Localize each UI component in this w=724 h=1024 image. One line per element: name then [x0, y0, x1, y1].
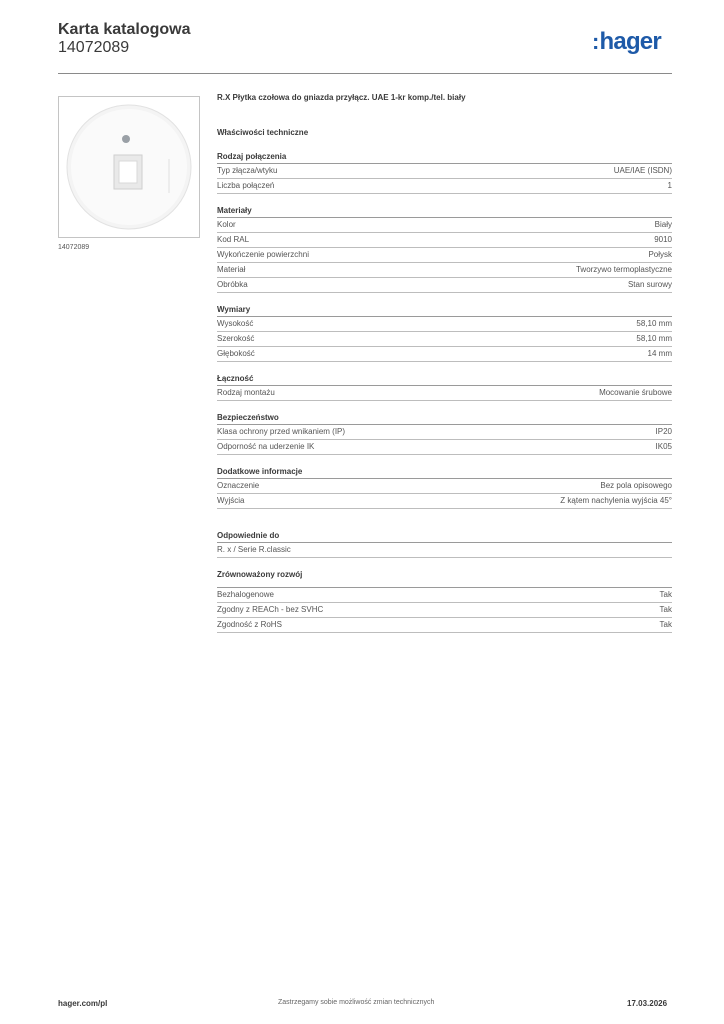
technical-properties-title: Właściwości techniczne: [217, 128, 309, 137]
property-value: Połysk: [648, 250, 672, 259]
property-group: [217, 373, 672, 401]
property-label: Kolor: [217, 220, 236, 229]
property-value: Biały: [654, 220, 672, 229]
property-label: Obróbka: [217, 280, 248, 289]
property-label: Odporność na uderzenie IK: [217, 442, 315, 451]
property-row: [217, 263, 672, 278]
footer-date: 17.03.2026: [627, 999, 668, 1008]
property-label: Wykończenie powierzchni: [217, 250, 309, 259]
face-plate-illustration: [59, 97, 199, 237]
property-value: 9010: [654, 235, 672, 244]
property-label: Oznaczenie: [217, 481, 260, 490]
property-value: Stan surowy: [627, 280, 672, 289]
suitable-for-group: [217, 530, 672, 558]
property-value: 1: [667, 181, 672, 190]
product-name: R.X Płytka czołowa do gniazda przyłącz. UAE 1-kr komp./tel. biały: [217, 93, 466, 102]
footer-website: hager.com/pl: [58, 999, 108, 1008]
group-title: Odpowiednie do: [217, 530, 672, 543]
property-value: IK05: [655, 442, 672, 451]
property-row: [217, 278, 672, 293]
property-label: Liczba połączeń: [217, 181, 275, 190]
property-group: [217, 466, 672, 509]
property-row: [217, 164, 672, 179]
property-label: Klasa ochrony przed wnikaniem (IP): [217, 427, 346, 436]
property-value: Bez pola opisowego: [600, 481, 672, 490]
property-value: 58,10 mm: [636, 319, 672, 328]
property-value: 58,10 mm: [636, 334, 672, 343]
footer-notice: Zastrzegamy sobie możliwość zmian technicznych: [278, 999, 435, 1006]
specification: [217, 92, 672, 633]
property-label: Głębokość: [217, 349, 255, 358]
group-title: Dodatkowe informacje: [217, 466, 672, 479]
property-row: [217, 248, 672, 263]
property-label: Typ złącza/wtyku: [217, 166, 278, 175]
property-row: [217, 317, 672, 332]
property-value: Tworzywo termoplastyczne: [575, 265, 672, 274]
document-title: Karta katalogowa: [58, 21, 191, 38]
property-value: IP20: [655, 427, 672, 436]
property-label: Wyjścia: [217, 496, 245, 505]
property-row: [217, 618, 672, 633]
property-label: Zgodność z RoHS: [217, 620, 282, 629]
property-value: Tak: [659, 590, 672, 599]
property-row: [217, 603, 672, 618]
property-value: Z kątem nachylenia wyjścia 45°: [560, 496, 672, 505]
property-label: Kod RAL: [217, 235, 250, 244]
property-label: R. x / Serie R.classic: [217, 545, 291, 554]
sustainability-rows: [217, 587, 672, 633]
property-label: Rodzaj montażu: [217, 388, 275, 397]
property-group: [217, 412, 672, 455]
property-label: Wysokość: [217, 319, 254, 328]
property-row: [217, 347, 672, 362]
group-title: Bezpieczeństwo: [217, 412, 672, 425]
property-row: [217, 543, 672, 558]
group-title: Łączność: [217, 373, 672, 386]
property-row: [217, 179, 672, 194]
property-value: 14 mm: [647, 349, 672, 358]
property-label: Materiał: [217, 265, 246, 274]
property-value: Tak: [659, 605, 672, 614]
property-row: [217, 386, 672, 401]
property-group: [217, 151, 672, 194]
property-label: Szerokość: [217, 334, 255, 343]
group-title: Materiały: [217, 205, 672, 218]
property-value: Tak: [659, 620, 672, 629]
product-image-caption: 14072089: [58, 244, 90, 251]
property-label: Zgodny z REACh - bez SVHC: [217, 605, 324, 614]
group-title: Rodzaj połączenia: [217, 151, 672, 164]
property-value: UAE/IAE (ISDN): [613, 166, 672, 175]
product-image: [58, 96, 200, 238]
property-row: [217, 479, 672, 494]
hager-logo: :hager: [592, 28, 661, 55]
logo-text: hager: [599, 28, 661, 55]
property-row: [217, 587, 672, 603]
property-groups: [217, 151, 672, 509]
property-row: [217, 218, 672, 233]
sustainability-title: Zrównoważony rozwój: [217, 570, 303, 579]
property-row: [217, 425, 672, 440]
property-row: [217, 332, 672, 347]
property-row: [217, 440, 672, 455]
property-group: [217, 205, 672, 293]
property-row: [217, 233, 672, 248]
property-label: Bezhalogenowe: [217, 590, 274, 599]
property-row: [217, 494, 672, 509]
catalog-number: 14072089: [58, 39, 130, 56]
property-value: Mocowanie śrubowe: [599, 388, 672, 397]
header-divider: [58, 73, 672, 74]
property-group: [217, 304, 672, 362]
group-title: Wymiary: [217, 304, 672, 317]
